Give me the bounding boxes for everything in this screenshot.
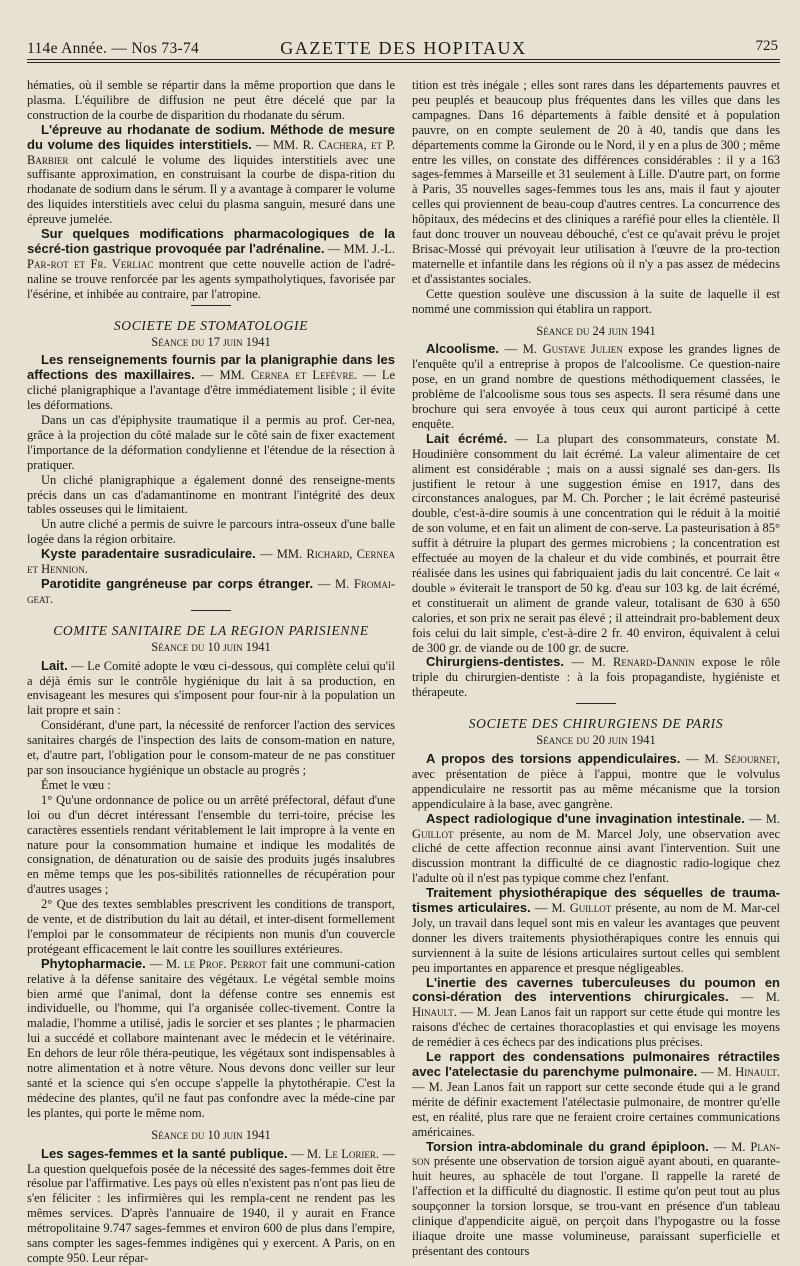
article-authors: M. Gustave Julien — [522, 342, 623, 357]
paragraph: Un cliché planigraphique a également donné des renseigne-ments précis dans un cas d'adamantinome en montrant l'intégrité des deux tables osseuses qui le limitaient. — [27, 472, 395, 517]
article: Lait. — Le Comité adopte le vœu ci-dessous, qui complète celui qu'il a déjà émis sur le contrôle hygiénique du lait à sa production, en envisageant les mesures qui s'imposent pour four-nir à la population un lait propre et sain : — [27, 657, 395, 718]
article: Le rapport des condensations pulmonaires rétractiles avec l'atelectasie du parenchyme pulmonaire. — M. Hinault. — M. Jean Lanos fait un rapport sur cette seconde étude qui a le grand mérite de définir exactement l'atélectasie pulmonaire, de montrer qu'elle est, en réalité, plus rare que ne feraient croire certaines communications américaines. — [412, 1049, 781, 1139]
article-title: Chirurgiens-dentistes. — [426, 654, 564, 670]
paragraph: Émet le vœu : — [41, 777, 111, 792]
article: Alcoolisme. — M. Gustave Julien expose les grandes lignes de l'enquête qu'il a entreprise à propos de l'alcoolisme. Ce question-naire pose, en un grand nombre de questions méthodiquement classées, le problème de l'alcoolisme sous tous ses aspects. Il sera résumé dans une brochure qui sera envoyée à tous ceux qui auront participé à cette enquête. — [412, 341, 781, 431]
article-title: Lait. — [41, 657, 68, 673]
session-date: Séance du 10 juin 1941 — [151, 639, 271, 654]
article-text: M. Jean Lanos fait un rapport sur cette étude qui montre les raisons d'échec de certaines thoracoplasties et qui envisage les moyens de remédier à ces échecs par des indications plus précises. — [412, 1005, 781, 1050]
session-date: Séance du 10 juin 1941 — [151, 1127, 271, 1142]
paragraph: Cette question soulève une discussion à la suite de laquelle il est nommé une commission qui établira un rapport. — [412, 286, 780, 316]
session-date: Séance du 24 juin 1941 — [536, 323, 656, 338]
paragraph: Considérant, d'une part, la nécessité de renforcer l'action des services sanitaires chargés de l'inspection des laits de consom-mation en nature, et, d'autre part, l'obligation pour le consom-mateur de ne pas constituer par son insouciance hygiénique un obstacle au progrès ; — [27, 718, 395, 777]
separator-rule — [576, 703, 616, 704]
article-authors: M. Renard-Dannin — [591, 655, 695, 670]
page-number: 725 — [755, 38, 778, 54]
session-date: Séance du 17 juin 1941 — [151, 334, 271, 349]
article: L'épreuve au rhodanate de sodium. Méthode de mesure du volume des liquides interstitiels. — MM. R. Cachera, et P. Barbier ont calculé le volume des liquides interstitiels avec une suffisante approximation, en construisant la courbe de dispa-rition du rhodanate de sodium dans le sérum. Il y a avantage à comparer le volume des liquides interstitiels avec celui du plasma sanguin, mesuré dans une épreuve jumelée. — [27, 121, 396, 227]
page-header — [27, 0, 780, 62]
article-title: A propos des torsions appendiculaires. — [426, 750, 681, 766]
article-title: Alcoolisme. — [426, 341, 499, 357]
section-heading-text: COMITE SANITAIRE DE LA REGION PARISIENNE — [53, 622, 369, 638]
article-authors: MM. Cernea et Lefèvre. — [219, 368, 358, 383]
article: Les renseignements fournis par la planigraphie dans les affections des maxillaires. — MM. Cernea et Lefèvre. — Le cliché planigraphique a l'avantage d'être immédiatement lisible ; il évite les déformations. — [27, 352, 396, 413]
article: Chirurgiens-dentistes. — M. Renard-Dannin expose le rôle triple du chirurgien-dentiste : à la fois propagandiste, hygiéniste et thérapeute. — [412, 654, 781, 700]
article-text: La plupart des consommateurs, constate M. Houdinière consomment du lait écrémé. La valeur alimentaire de cet aliment est considérable ; mais on a aussi signalé ses dan-gers. Ils justifient le retour à une suggestion émise en 1917, dans des circonstances analogues, par M. Ch. Porcher ; le lait écrémé pasteurisé double, c'est-à-dire soumis à une concentration qui le réduit à la moitié de son volume, et en fait un aliment de con-serve. La pasteurisation à 85° suffit à détruire la plupart des germes microbiens ; la concentration est effectuée au moyen de la chaleur et du vide combinés, et pourrait être réalisée dans les usines qui fabriquaient jadis du lait concentré. Ce lait « double » éviterait le transport de 50 kg. d'eau sur 103 kg. de lait écrémé, et constituerait un aliment de grande valeur, totalisant de 630 à 650 calories, et son prix ne serait pas élevé ; il atteindrait pro-bablement deux fois celui du lait simple, c'est-à-dire 2 fr. 40 environ, équivalent à celui de 300 gr. de viande ou de 100 gr. de sucre. — [412, 431, 781, 655]
section-heading: SOCIETE DE STOMATOLOGIE — [113, 317, 309, 333]
left-column — [27, 78, 396, 1265]
article: Traitement physiothérapique des séquelles de trauma-tismes articulaires. — M. Guillot présente, au nom de M. Mar-cel Joly, un travail dans lequel sont mis en valeur les avantages que peuvent donner les divers traitements physiothérapiques contre les ennuis qui surviennent à la suite de lésions articulaires surtout celles qui semblent peu importantes en apparence et presque négligeables. — [412, 885, 781, 975]
article-text: présente, au nom de M. Mar-cel Joly, un travail dans lequel sont mis en valeur les avantages que peuvent donner les divers traitements physiothérapiques contre les ennuis qui surviennent à la suite de lésions articulaires surtout celles qui semblent peu importantes en apparence et presque négligeables. — [412, 901, 781, 975]
article-title: L'épreuve au rhodanate de sodium. Méthode de mesure du volume des liquides interstitiels. — [27, 121, 395, 152]
paragraph: 2° Que des textes semblables prescrivent les conditions de transport, de vente, et de distribution du lait au détail, et inter-disent formellement l'emploi par le consommateur de récipients non munis d'un couvercle protégeant efficacement le lait contre les souillures extérieures. — [27, 897, 395, 956]
paragraph: tition est très inégale ; elles sont rares dans les départements pauvres et peu peuplés et beaucoup plus fréquentes dans les villes que dans les campagnes. Dans 16 départements à faible densité et à population pauvre, on en compte seulement de 20 à 40, tandis que dans les départements comme la Gironde ou le Nord, il y en a plus de 300 ; même entre les villes, on constate des différences considérables : il y a 163 sages-femmes à Marseille et 31 seulement à Lille. D'autre part, on forme à Paris, 35 nouvelles sages-femmes tous les ans, mais il faut y ajouter celles qui proviennent de beau-coup d'autres centres. La concurrence des hôpitaux, des médecins et des cliniques a raréfié pour elles la clientèle. Il faut donc trouver un nouveau débouché, c'est ce qu'avait prévu le projet Brisac-Mossé qui prévoyait leur utilisation à l'œuvre de la pro-tection maternelle et infantile dans les régions où il n'y a pas assez de médecins et d'assistantes sociales. — [412, 78, 780, 286]
article: Phytopharmacie. — M. le Prof. Perrot fait une communi-cation relative à la défense sanitaire des végétaux. Le végétal semble moins bien armé que l'animal, dont la défense contre ses ennemis est individuelle, ou l'homme, qui l'a organisée collec-tivement. Contre la maladie, l'homme a utilisé, jadis le sorcier et ses plantes ; le pharmacien lui a succédé et collabore maintenant avec le médecin et le vétérinaire. En dehors de leur rôle théra-peutique, les végétaux sont indispensables à notre alimentation et à notre vêture. Nous devons donc veiller sur leur santé et la science qui s'en occupe s'appelle la phytothérapie. C'est la médecine des plantes, qu'il ne faut pas confondre avec la méde-cine par les plantes, qui porte le même nom. — [27, 955, 395, 1120]
article: A propos des torsions appendiculaires. — M. Séjournet, avec présentation de pièce à l'appui, montre que le volvulus appendiculaire ne ressortit pas au même mécanisme que la torsion appendiculaire à la base, avec gangrène. — [412, 750, 781, 811]
article-title: Traitement physiothérapique des séquelles de trauma-tismes articulaires. — [412, 885, 780, 916]
spacer — [27, 1121, 395, 1127]
article-text: présente une observation de torsion aiguë ayant abouti, en quarante-huit heures, au sphacèle de tout l'organe. Il rappelle la rareté de l'affection et la difficulté du diagnostic. Il estime qu'on peut tout au plus soupçonner la torsion lorsque, se trou-vant en présence d'un tableau clinique d'appendicite aiguë, on perçoit dans l'hypogastre ou la fosse iliaque droite une masse volumineuse, paraissant superficielle et présentant des contours — [412, 1154, 781, 1258]
article-authors: M. Fromai-geat. — [27, 577, 396, 606]
article-authors: M. Guillot — [412, 811, 781, 841]
article-text: expose le rôle triple du chirurgien-dentiste : à la fois propagandiste, hygiéniste et thérapeute. — [412, 655, 781, 700]
article-authors: M. le Prof. Perrot — [165, 956, 267, 971]
article-authors: M. Plan-son — [412, 1139, 780, 1169]
article-title: Phytopharmacie. — [41, 955, 146, 971]
article: L'inertie des cavernes tuberculeuses du poumon en consi-dération des interventions chirurgicales. — M. Hinault. — M. Jean Lanos fait un rapport sur cette étude qui montre les raisons d'échec de certaines thoracoplasties et qui envisage les moyens de remédier à ces échecs par des indications plus précises. — [412, 974, 781, 1050]
article: Torsion intra-abdominale du grand épiploon. — M. Plan-son présente une observation de torsion aiguë ayant abouti, en quarante-huit heures, au sphacèle de tout l'organe. Il rappelle la rareté de l'affection et la difficulté du diagnostic. Il estime qu'on peut tout au plus soupçonner la torsion lorsque, se trou-vant en présence d'un tableau clinique d'appendicite aiguë, on perçoit dans l'hypogastre ou la fosse iliaque droite une masse volumineuse, paraissant superficielle et présentant des contours — [412, 1138, 781, 1258]
article-title: Kyste paradentaire susradiculaire. — [41, 546, 256, 562]
article-text: M. Jean Lanos fait un rapport sur cette seconde étude qui a le grand mérite de définir exactement l'atélectasie pulmonaire, de montrer qu'elle est, en réalité, plus rare que ne feraient croire certaines communications américaines. — [412, 1079, 781, 1139]
separator-rule — [191, 610, 231, 611]
article-authors: MM. J.-L. Par-rot et Fr. Verliac — [27, 241, 395, 271]
article-text: montrent que cette nouvelle action de l'adré-naline se trouve renforcée par les agents sympatholytiques, favorisée par l'ésérine, et inhibée au contraire, par l'atropine. — [27, 256, 395, 301]
article-title: Sur quelques modifications pharmacologiques de la sécré-tion gastrique provoquée par l'adrénaline. — [27, 226, 395, 256]
article-text: Le cliché planigraphique a l'avantage d'être immédiatement lisible ; il évite les déformations. — [27, 368, 396, 413]
article-columns — [27, 78, 781, 1265]
article-text: fait une communi-cation relative à la défense sanitaire des végétaux. Le végétal semble moins bien armé que l'animal, dont la défense contre ses ennemis est individuelle, ou l'homme, qui l'a organisée collec-tivement. Contre la maladie, l'homme a utilisé, jadis le sorcier et ses plantes ; le pharmacien lui a succédé et collabore maintenant avec le médecin et le vétérinaire. En dehors de leur rôle théra-peutique, les végétaux sont indispensables à notre alimentation et à notre vêture. Nous devons donc veiller sur leur santé et la science qui s'en occupe s'appelle la phytothérapie. C'est la médecine des plantes, qu'il ne faut pas confondre avec la méde-cine par les plantes, qui porte le même nom. — [27, 956, 395, 1120]
spacer — [412, 317, 780, 323]
header-rule-double — [27, 62, 780, 63]
separator-rule — [191, 305, 231, 306]
article: Lait écrémé. — La plupart des consommateurs, constate M. Houdinière consomment du lait écrémé. La valeur alimentaire de cet aliment est considérable ; mais on a aussi signalé ses dan-gers. Ils justifient le retour à une suggestion émise en 1917, dans des circonstances analogues, par M. Ch. Porcher ; le lait écrémé pasteurisé double, c'est-à-dire soumis à une concentration qui le réduit à la moitié de son volume, et en fait un aliment de con-serve. La pasteurisation à 85° suffit à détruire la plupart des germes microbiens ; la concentration est effectuée au moyen de la chaleur et du vide combinés, et pourrait être réalisée dans les usines qui fabriquaient jadis du lait concentré. Ce lait « double » éviterait le transport de 50 kg. d'eau sur 103 kg. de lait écrémé, et constituerait un aliment de grande valeur, totalisant de 630 à 650 calories, et son prix ne serait pas élevé ; il atteindrait pro-bablement deux fois celui du lait simple, c'est-à-dire 2 fr. 40 environ, équivalent à celui de 300 gr. de viande ou de 100 gr. de sucre. — [412, 430, 781, 655]
header-rule — [27, 59, 780, 60]
article-authors: M. Guillot — [551, 901, 612, 916]
article: Kyste paradentaire susradiculaire. — MM. Richard, Cernea et Hennion. — [27, 546, 396, 577]
paragraph: Un autre cliché a permis de suivre le parcours intra-osseux d'une balle logée dans la région orbitaire. — [27, 517, 395, 547]
right-column — [412, 78, 781, 1258]
article-authors: M. Hinault. — [717, 1065, 781, 1079]
article-title: Le rapport des condensations pulmonaires rétractiles avec l'atelectasie du parenchyme pulmonaire. — [412, 1049, 780, 1079]
article: Les sages-femmes et la santé publique. — M. Le Lorier. — La question quelquefois posée de la nécessité des sages-femmes doit être résolue par l'affirmative. Les pays où elles n'existent pas n'ont pas lieu de s'en féliciter : les infirmières qui les rempla-cent ne rendent pas les mêmes services. D'après l'annuaire de 1940, il y aurait en France métropolitaine 9.747 sages-femmes et environ 600 de plus dans l'empire, sans compter les sages-femmes indigènes qui y exercent. A Paris, on en compte 950. Leur répar- — [27, 1145, 396, 1265]
article-authors: M. Le Lorier. — [307, 1146, 380, 1161]
article-title: Lait écrémé. — [426, 430, 508, 446]
article-title: Torsion intra-abdominale du grand épiploon. — [426, 1138, 709, 1154]
article-title: Les sages-femmes et la santé publique. — [41, 1145, 288, 1161]
section-heading: SOCIETE DES CHIRURGIENS DE PARIS — [468, 716, 724, 732]
article: Sur quelques modifications pharmacologiques de la sécré-tion gastrique provoquée par l'adrénaline. — MM. J.-L. Par-rot et Fr. Verliac montrent que cette nouvelle action de l'adré-naline se trouve renforcée par les agents sympatholytiques, favorisée par l'ésérine, et inhibée au contraire, par l'atropine. — [27, 226, 395, 301]
article-authors: M. Hinault. — [412, 990, 781, 1020]
article-text: Le Comité adopte le vœu ci-dessous, qui complète celui qu'il a déjà émis sur le contrôle hygiénique du lait à sa production, en envisageant les mesures qui s'imposent pour four-nir à la population un lait propre et sain : — [27, 658, 395, 718]
issue-label: 114e Année. — Nos 73-74 — [27, 40, 200, 57]
article-authors: MM. Richard, Cernea et Hennion. — [27, 547, 396, 577]
article-text: La question quelquefois posée de la nécessité des sages-femmes doit être résolue par l'affirmative. Les pays où elles n'existent pas n'ont pas lieu de s'en féliciter : les infirmières qui les rempla-cent ne rendent pas les mêmes services. D'après l'annuaire de 1940, il y aurait en France métropolitaine 9.747 sages-femmes et environ 600 de plus dans l'empire, sans compter les sages-femmes indigènes qui y exercent. A Paris, on en compte 950. Leur répar- — [27, 1161, 395, 1265]
publication-title: GAZETTE DES HOPITAUX — [280, 38, 527, 58]
article-text: ont calculé le volume des liquides interstitiels avec une suffisante approximation, en construisant la courbe de dispa-rition du rhodanate de sodium dans le sérum. Il y a avantage à comparer le volume des liquides interstitiels avec celui du plasma sanguin, mesuré dans une épreuve jumelée. — [27, 152, 395, 227]
article-title: Parotidite gangréneuse par corps étranger. — [41, 576, 314, 591]
article-text: avec présentation de pièce à l'appui, montre que le volvulus appendiculaire ne ressortit pas au même mécanisme que la torsion appendiculaire à la base, avec gangrène. — [412, 766, 780, 811]
article-title: Aspect radiologique d'une invagination intestinale. — [426, 810, 745, 826]
article: Parotidite gangréneuse par corps étranger. — M. Fromai-geat. — [27, 576, 396, 606]
article-title: L'inertie des cavernes tuberculeuses du poumon en consi-dération des interventions chirurgicales. — [412, 974, 780, 1005]
article-text: expose les grandes lignes de l'enquête qu'il a entreprise à propos de l'alcoolisme. Ce question-naire pose, en un grand nombre de questions méthodiquement classées, le problème de l'alcoolisme sous tous ses aspects. Il sera résumé dans une brochure qui sera envoyée à tous ceux qui auront participé à cette enquête. — [412, 342, 781, 431]
paragraph: hématies, où il semble se répartir dans la même proportion que dans le plasma. L'équilibre de diffusion ne peut être décelé que par la construction de la courbe de disparition du rhodanate du sérum. — [27, 78, 395, 122]
session-date: Séance du 20 juin 1941 — [536, 733, 656, 748]
paragraph: 1° Qu'une ordonnance de police ou un arrêté préfectoral, défaut d'une loi ou d'un décret intéressant l'ensemble du terri-toire, précise les caractères essentiels rendant véritablement le lait impropre à la vente en nature pour la consommation humaine et indique les modalités de consignation, de dénaturation ou de saisie des produits jugés insalubres en même temps que les pos-sibilités rationnelles de récupération pour d'autres usages ; — [27, 792, 395, 897]
section-heading — [27, 624, 395, 639]
paragraph: Dans un cas d'épiphysite traumatique il a permis au prof. Cer-nea, grâce à la projection du côté malade sur le côté sain de fixer exactement l'importance de la déformation condylienne et l'étendue de la résection à pratiquer. — [27, 413, 395, 472]
article-title: Les renseignements fournis par la planigraphie dans les affections des maxillaires. — [27, 352, 395, 383]
article-text: présente, au nom de M. Marcel Joly, une observation avec cliché de cette affection reconnue ainsi avant l'intervention. Suit une discussion montrant la difficulté de ce diagnostic radio-logique chez l'adulte où il n'est pas typique comme chez l'enfant. — [412, 826, 781, 886]
article: Aspect radiologique d'une invagination intestinale. — M. Guillot présente, au nom de M. Marcel Joly, une observation avec cliché de cette affection reconnue ainsi avant l'intervention. Suit une discussion montrant la difficulté de ce diagnostic radio-logique chez l'adulte où il n'est pas typique comme chez l'enfant. — [412, 810, 781, 886]
article-authors: M. Séjournet, — [704, 751, 781, 766]
article-authors: MM. R. Cachera, et P. Barbier — [27, 137, 396, 167]
